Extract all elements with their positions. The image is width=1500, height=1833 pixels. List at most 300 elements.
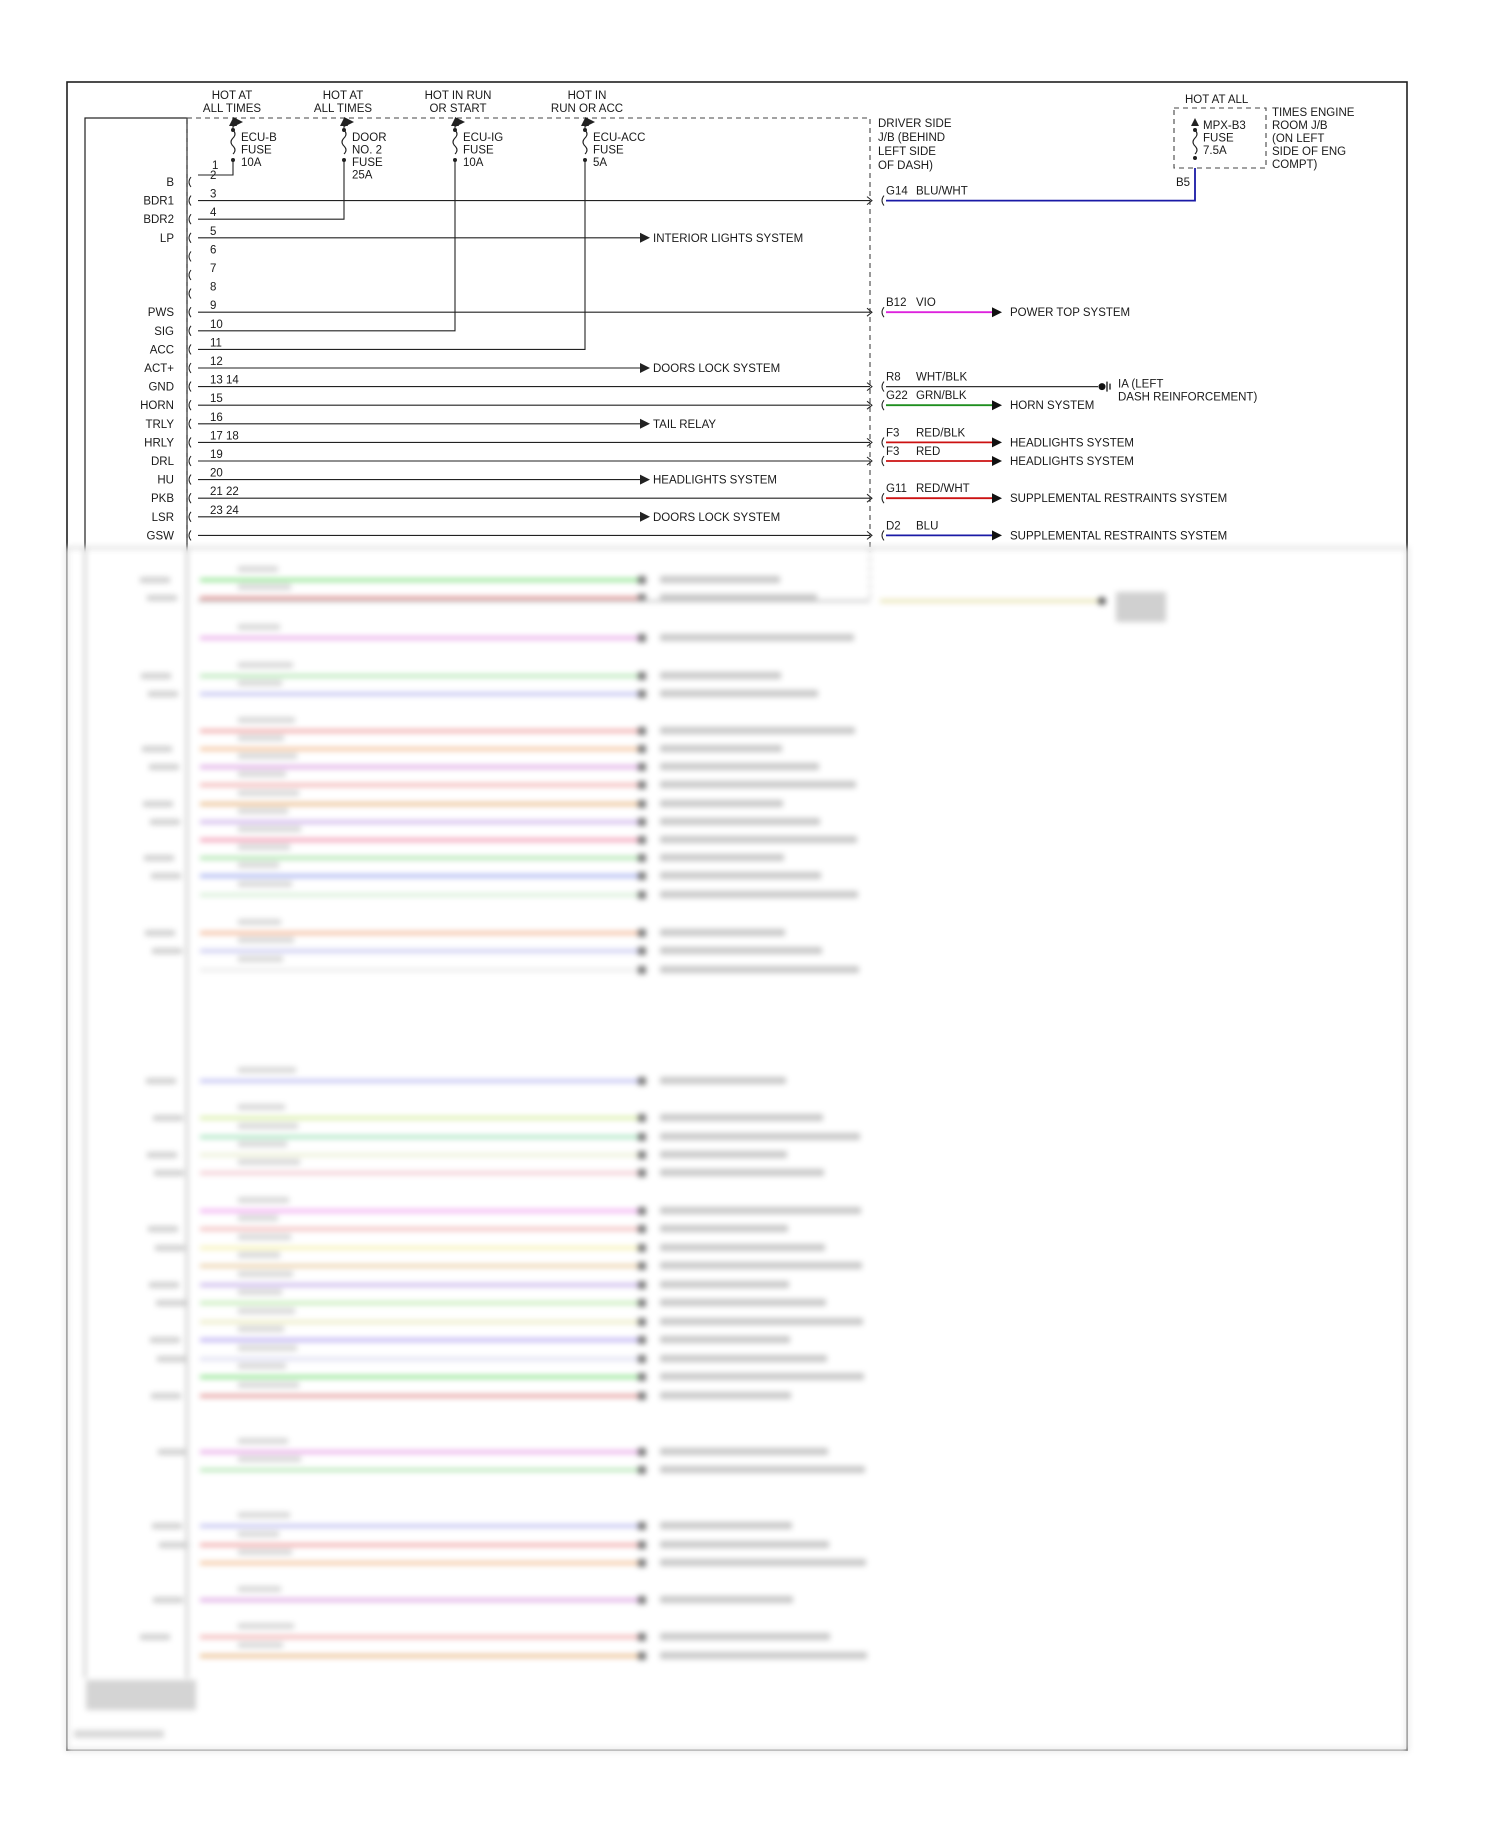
fuse-2-label-line-2: 10A xyxy=(463,157,484,169)
pin-connector-0 xyxy=(189,177,191,187)
fuse-3-dot-top xyxy=(583,128,587,132)
obscured-pin-bar-13 xyxy=(151,873,181,879)
pin-connector-15 xyxy=(189,456,191,466)
jb-output-code-1: B12 xyxy=(886,297,907,310)
obscured-text-bar-9 xyxy=(660,800,783,807)
pin-label-17: PKB xyxy=(150,493,174,506)
obscured-code-bar-11 xyxy=(238,826,301,832)
jb-output-code-3: G22 xyxy=(886,390,908,403)
obscured-wire-end-32 xyxy=(638,1373,646,1381)
obscured-code-bar-27 xyxy=(238,1271,293,1277)
jb-output-wire-color-6: RED/WHT xyxy=(916,483,970,496)
fuse-1-dot-top xyxy=(342,128,346,132)
obscured-pin-bar-16 xyxy=(152,948,182,954)
pin-label-2: BDR2 xyxy=(143,214,174,227)
obscured-code-bar-16 xyxy=(238,937,294,943)
obscured-pin-bar-19 xyxy=(153,1115,183,1121)
obscured-code-bar-40 xyxy=(238,1623,294,1629)
obscured-pin-bar-37 xyxy=(159,1542,189,1548)
pin-label-1: BDR1 xyxy=(143,195,174,208)
pin-connector-2 xyxy=(189,214,191,224)
obscured-text-bar-40 xyxy=(660,1633,830,1640)
pin-number-9: 11 xyxy=(210,337,222,350)
engine-jb-hot-label: HOT AT ALL xyxy=(1185,94,1249,106)
engine-jb-label-line-0: TIMES ENGINE xyxy=(1272,107,1355,119)
obscured-text-bar-10 xyxy=(660,818,820,825)
obscured-code-bar-20 xyxy=(238,1123,298,1129)
obscured-pin-bar-36 xyxy=(152,1523,182,1529)
pin-number-15: 19 xyxy=(210,449,223,461)
pin-connector-13 xyxy=(189,419,191,429)
obscured-wire-end-27 xyxy=(638,1281,646,1289)
jb-label-line-1: J/B (BEHIND xyxy=(878,132,946,144)
supply-label-0-line-0: HOT AT xyxy=(211,90,253,102)
fuse-2-label-line-0: ECU-IG xyxy=(463,132,504,144)
pin-number-3: 5 xyxy=(210,225,217,238)
obscured-pin-bar-6 xyxy=(142,746,172,752)
pin-number-8: 10 xyxy=(210,318,223,331)
obscured-text-bar-31 xyxy=(660,1355,827,1362)
pin-connector-14 xyxy=(189,437,191,447)
engine-jb-fuse-dot-bottom xyxy=(1193,156,1197,160)
obscured-code-bar-30 xyxy=(238,1326,284,1332)
obscured-code-bar-2 xyxy=(238,624,280,630)
jb-output-wire-color-1: VIO xyxy=(916,297,936,310)
obscured-code-bar-21 xyxy=(238,1141,287,1147)
obscured-text-bar-38 xyxy=(660,1559,866,1566)
engine-jb-fuse-symbol xyxy=(1193,130,1197,154)
obscured-text-bar-1 xyxy=(660,594,817,601)
obscured-code-bar-13 xyxy=(238,862,279,868)
jb-output-destination-3: HORN SYSTEM xyxy=(1010,400,1095,413)
obscured-text-bar-4 xyxy=(660,690,818,697)
engine-jb-supply-arrow xyxy=(1191,118,1199,126)
obscured-pin-bar-1 xyxy=(147,595,177,601)
obscured-wire-end-16 xyxy=(638,947,646,955)
pin-connector-8 xyxy=(189,326,191,336)
obscured-wire-end-6 xyxy=(638,745,646,753)
fuse-3-symbol xyxy=(583,130,587,154)
jb-output-wire-color-0: BLU/WHT xyxy=(916,185,968,198)
obscured-text-bar-22 xyxy=(660,1169,824,1176)
jb-output-code-5: F3 xyxy=(886,446,900,458)
obscured-text-bar-25 xyxy=(660,1244,825,1251)
obscured-text-bar-34 xyxy=(660,1448,828,1455)
fuse-0-label-line-2: 10A xyxy=(241,157,262,169)
pin-number-14: 17 18 xyxy=(210,430,239,443)
colored-wire-arrow-6 xyxy=(992,493,1002,503)
obscured-code-bar-17 xyxy=(238,956,283,962)
obscured-text-bar-28 xyxy=(660,1299,826,1306)
pin-label-16: HU xyxy=(157,474,174,487)
obscured-pin-bar-18 xyxy=(146,1078,176,1084)
engine-jb-label-line-4: COMPT) xyxy=(1272,159,1318,171)
pin-label-12: HORN xyxy=(140,400,174,413)
obscured-code-bar-38 xyxy=(238,1549,292,1555)
obscured-text-bar-6 xyxy=(660,745,782,752)
obscured-code-bar-3 xyxy=(238,662,293,668)
obscured-code-bar-31 xyxy=(238,1345,297,1351)
obscured-pin-bar-9 xyxy=(143,801,173,807)
obscured-code-bar-29 xyxy=(238,1308,295,1314)
jb-output-destination-7: SUPPLEMENTAL RESTRAINTS SYSTEM xyxy=(1010,530,1228,543)
jb-label-line-3: OF DASH) xyxy=(878,160,933,172)
fuse-0-label-line-1: FUSE xyxy=(241,144,272,157)
colored-wire-arrow-7 xyxy=(992,530,1002,540)
jb-exit-connector-2 xyxy=(882,382,884,392)
ground-label-line-1: DASH REINFORCEMENT) xyxy=(1118,391,1258,404)
obscured-text-bar-21 xyxy=(660,1151,787,1158)
obscured-wire-end-17 xyxy=(638,966,646,974)
obscured-text-bar-32 xyxy=(660,1373,864,1380)
obscured-code-bar-39 xyxy=(238,1586,281,1592)
wire-door-fuse-to-bdr2 xyxy=(198,160,344,219)
obscured-pin-bar-34 xyxy=(158,1449,188,1455)
jb-output-destination-1: POWER TOP SYSTEM xyxy=(1010,307,1131,320)
obscured-wire-end-28 xyxy=(638,1299,646,1307)
obscured-pin-bar-39 xyxy=(153,1597,183,1603)
jb-label-line-0: DRIVER SIDE xyxy=(878,118,952,130)
obscured-text-bar-14 xyxy=(660,891,858,898)
pin-label-9: ACC xyxy=(149,344,174,357)
obscured-text-bar-13 xyxy=(660,872,821,879)
pin-number-17: 21 22 xyxy=(210,486,239,499)
obscured-wire-end-38 xyxy=(638,1559,646,1567)
obscured-code-bar-7 xyxy=(238,753,297,759)
obscured-code-bar-35 xyxy=(238,1456,301,1462)
obscured-pin-bar-22 xyxy=(154,1170,184,1176)
fuse-3-label-line-1: FUSE xyxy=(593,144,624,157)
pin-connector-19 xyxy=(189,530,191,540)
jb-exit-connector-4 xyxy=(882,437,884,447)
obscured-text-bar-17 xyxy=(660,966,859,973)
jb-output-destination-6: SUPPLEMENTAL RESTRAINTS SYSTEM xyxy=(1010,493,1228,506)
obscured-text-bar-18 xyxy=(660,1077,786,1084)
jb-output-wire-color-3: GRN/BLK xyxy=(916,390,967,403)
obscured-text-bar-3 xyxy=(660,672,781,679)
obscured-wire-end-18 xyxy=(638,1077,646,1085)
pin-connector-9 xyxy=(189,344,191,354)
engine-jb-label-line-2: (ON LEFT xyxy=(1272,133,1325,145)
obscured-text-bar-27 xyxy=(660,1281,789,1288)
pin-number-5: 7 xyxy=(210,263,217,275)
obscured-wire-end-24 xyxy=(638,1225,646,1233)
jb-output-wire-color-2: WHT/BLK xyxy=(916,371,968,384)
pin-connector-5 xyxy=(189,270,191,280)
obscured-text-bar-5 xyxy=(660,727,855,734)
obscured-wire-end-33 xyxy=(638,1392,646,1400)
engine-jb-label-line-3: SIDE OF ENG xyxy=(1272,146,1347,158)
obscured-wire-end-3 xyxy=(638,672,646,680)
jb-output-code-0: G14 xyxy=(886,185,908,198)
obscured-text-bar-11 xyxy=(660,836,857,843)
obscured-pin-bar-31 xyxy=(157,1356,187,1362)
obscured-pin-bar-3 xyxy=(141,673,171,679)
obscured-wire-end-23 xyxy=(638,1207,646,1215)
pin-number-18: 23 24 xyxy=(210,504,239,517)
jb-output-destination-4: HEADLIGHTS SYSTEM xyxy=(1010,437,1134,450)
obscured-text-bar-12 xyxy=(660,854,784,861)
obscured-text-bar-15 xyxy=(660,929,785,936)
obscured-lower-section xyxy=(66,548,1408,1752)
obscured-code-bar-9 xyxy=(238,790,299,796)
obscured-pin-bar-25 xyxy=(155,1245,185,1251)
obscured-text-bar-26 xyxy=(660,1262,862,1269)
ground-point xyxy=(1099,383,1106,390)
supply-label-3-line-0: HOT IN xyxy=(567,90,607,102)
pin-connector-11 xyxy=(189,382,191,392)
jb-output-wire-color-5: RED xyxy=(916,446,941,458)
obscured-wire-end-29 xyxy=(638,1318,646,1326)
obscured-wire-end-15 xyxy=(638,929,646,937)
jb-output-code-2: R8 xyxy=(886,371,901,384)
wire-ecu-acc-to-acc xyxy=(198,160,585,349)
obscured-text-bar-19 xyxy=(660,1114,823,1121)
internal-destination-0: INTERIOR LIGHTS SYSTEM xyxy=(653,232,804,245)
obscured-wire-end-26 xyxy=(638,1262,646,1270)
obscured-wire-end-5 xyxy=(638,727,646,735)
obscured-pin-bar-28 xyxy=(156,1300,186,1306)
obscured-pin-bar-15 xyxy=(145,930,175,936)
supply-label-2-line-0: HOT IN RUN xyxy=(424,90,492,102)
pin-number-2: 4 xyxy=(210,207,217,220)
pin-label-8: SIG xyxy=(154,325,174,338)
obscured-pin-bar-12 xyxy=(144,855,174,861)
obscured-code-bar-36 xyxy=(238,1512,290,1518)
arrow-internal-4 xyxy=(640,512,650,522)
obscured-code-bar-14 xyxy=(238,881,292,887)
jb-output-wire-color-4: RED/BLK xyxy=(916,427,966,440)
obscured-wire-end-30 xyxy=(638,1336,646,1344)
obscured-wire-end-37 xyxy=(638,1541,646,1549)
wire-ecu-ig-to-sig xyxy=(198,160,455,331)
obscured-wire-end-39 xyxy=(638,1596,646,1604)
fuse-0-label-line-0: ECU-B xyxy=(241,132,277,144)
obscured-text-bar-24 xyxy=(660,1225,788,1232)
pin-label-15: DRL xyxy=(150,456,174,468)
obscured-wire-end-9 xyxy=(638,800,646,808)
fuse-1-label-line-2: FUSE xyxy=(352,157,383,169)
obscured-code-bar-37 xyxy=(238,1531,279,1537)
obscured-wire-end-40 xyxy=(638,1633,646,1641)
obscured-code-bar-0 xyxy=(238,566,278,572)
pin-number-6: 8 xyxy=(210,281,217,294)
internal-destination-1: DOORS LOCK SYSTEM xyxy=(653,363,781,375)
obscured-code-bar-1 xyxy=(238,584,291,590)
internal-destination-3: HEADLIGHTS SYSTEM xyxy=(653,474,777,487)
obscured-text-bar-30 xyxy=(660,1336,790,1343)
ground-label-line-0: IA (LEFT xyxy=(1118,378,1164,391)
engine-jb-fuse-label-line-1: FUSE xyxy=(1203,132,1234,145)
obscured-wire-end-31 xyxy=(638,1355,646,1363)
pin-label-7: PWS xyxy=(147,307,174,320)
arrow-internal-0 xyxy=(640,233,650,243)
obscured-text-bar-35 xyxy=(660,1466,865,1473)
jb-label-line-2: LEFT SIDE xyxy=(878,146,936,158)
fuse-1-label-line-3: 25A xyxy=(352,169,373,182)
obscured-pin-bar-10 xyxy=(150,819,180,825)
obscured-text-bar-20 xyxy=(660,1133,860,1140)
fuse-3-label-line-0: ECU-ACC xyxy=(593,132,646,144)
obscured-code-bar-6 xyxy=(238,735,284,741)
engine-jb-fuse-label-line-0: MPX-B3 xyxy=(1203,120,1246,132)
pin-number-13: 16 xyxy=(210,411,223,424)
pin-label-3: LP xyxy=(159,232,174,245)
obscured-wire-end-2 xyxy=(638,634,646,642)
obscured-code-bar-19 xyxy=(238,1104,285,1110)
arrow-internal-3 xyxy=(640,475,650,485)
obscured-code-bar-8 xyxy=(238,771,286,777)
obscured-text-bar-36 xyxy=(660,1522,792,1529)
fuse-1-label-line-1: NO. 2 xyxy=(352,144,383,157)
obscured-code-bar-34 xyxy=(238,1438,288,1444)
pin-number-4: 6 xyxy=(210,244,217,257)
obscured-credit xyxy=(74,1730,164,1738)
supply-label-2-line-1: OR START xyxy=(429,103,487,115)
fuse-0-dot-top xyxy=(231,128,235,132)
pin-connector-18 xyxy=(189,512,191,522)
supply-label-3-line-1: RUN OR ACC xyxy=(550,103,624,115)
jb-exit-connector-0 xyxy=(882,196,884,206)
pin-connector-10 xyxy=(189,363,191,373)
pin-connector-17 xyxy=(189,493,191,503)
obscured-code-bar-25 xyxy=(238,1234,291,1240)
obscured-code-bar-22 xyxy=(238,1159,300,1165)
pin-label-13: TRLY xyxy=(145,418,174,431)
obscured-wire-end-20 xyxy=(638,1133,646,1141)
colored-wire-arrow-3 xyxy=(992,400,1002,410)
supply-label-1-line-1: ALL TIMES xyxy=(313,103,373,115)
fuse-3-label-line-2: 5A xyxy=(593,157,608,169)
obscured-wire-end-34 xyxy=(638,1448,646,1456)
pin-number-7: 9 xyxy=(210,300,217,313)
obscured-text-bar-16 xyxy=(660,947,822,954)
obscured-wire-end-7 xyxy=(638,763,646,771)
colored-wire-arrow-5 xyxy=(992,456,1002,466)
obscured-text-bar-23 xyxy=(660,1207,861,1214)
obscured-text-bar-33 xyxy=(660,1392,791,1399)
pin-label-18: LSR xyxy=(151,511,174,524)
jb-output-code-7: D2 xyxy=(886,520,901,533)
jb-exit-connector-5 xyxy=(882,456,884,466)
fuse-1-symbol xyxy=(342,130,346,154)
pin-number-11: 13 14 xyxy=(210,374,239,387)
jb-exit-connector-3 xyxy=(882,400,884,410)
obscured-pin-bar-30 xyxy=(150,1337,180,1343)
arrow-internal-2 xyxy=(640,419,650,429)
obscured-wire-end-11 xyxy=(638,836,646,844)
supply-label-0-line-1: ALL TIMES xyxy=(202,103,262,115)
obscured-code-bar-15 xyxy=(238,919,281,925)
jb-output-wire-color-7: BLU xyxy=(916,520,939,533)
pin-connector-12 xyxy=(189,400,191,410)
fuse-2-dot-top xyxy=(453,128,457,132)
pin-label-0: B xyxy=(166,177,174,189)
fuse-0-symbol xyxy=(231,130,235,154)
obscured-pin-bar-0 xyxy=(140,577,170,583)
obscured-wire-end-35 xyxy=(638,1466,646,1474)
pin-number-12: 15 xyxy=(210,393,223,406)
jb-output-code-4: F3 xyxy=(886,427,900,440)
obscured-text-bar-37 xyxy=(660,1541,829,1548)
obscured-text-bar-8 xyxy=(660,781,856,788)
obscured-code-bar-24 xyxy=(238,1215,278,1221)
pin-connector-1 xyxy=(189,196,191,206)
obscured-wire-end-8 xyxy=(638,781,646,789)
pin-number-1: 3 xyxy=(210,188,217,201)
fuse-2-symbol xyxy=(453,130,457,154)
engine-jb-label-line-1: ROOM J/B xyxy=(1272,120,1328,132)
pin-connector-6 xyxy=(189,289,191,299)
obscured-code-bar-10 xyxy=(238,808,288,814)
pin-connector-7 xyxy=(189,307,191,317)
obscured-ground-label xyxy=(1116,592,1166,622)
internal-destination-2: TAIL RELAY xyxy=(653,418,717,431)
obscured-code-bar-32 xyxy=(238,1363,286,1369)
pin-number-16: 20 xyxy=(210,467,223,480)
obscured-wire-end-14 xyxy=(638,891,646,899)
fuse-1-label-line-0: DOOR xyxy=(352,132,387,144)
obscured-wire-end-10 xyxy=(638,818,646,826)
obscured-code-bar-23 xyxy=(238,1197,289,1203)
obscured-wire-end-25 xyxy=(638,1244,646,1252)
obscured-pin-bar-7 xyxy=(149,764,179,770)
obscured-wire-end-4 xyxy=(638,690,646,698)
pin-label-11: GND xyxy=(148,381,174,394)
obscured-text-bar-41 xyxy=(660,1652,867,1659)
jb-output-destination-5: HEADLIGHTS SYSTEM xyxy=(1010,456,1134,468)
obscured-text-bar-2 xyxy=(660,634,854,641)
obscured-code-bar-18 xyxy=(238,1067,296,1073)
colored-wire-arrow-4 xyxy=(992,437,1002,447)
fuse-2-label-line-1: FUSE xyxy=(463,144,494,157)
internal-destination-4: DOORS LOCK SYSTEM xyxy=(653,511,781,524)
jb-exit-connector-1 xyxy=(882,307,884,317)
pin-connector-4 xyxy=(189,251,191,261)
engine-jb-pin: B5 xyxy=(1176,177,1191,189)
obscured-pin-bar-4 xyxy=(148,691,178,697)
pin-label-19: GSW xyxy=(146,530,174,543)
pin-label-10: ACT+ xyxy=(144,363,174,375)
obscured-pin-bar-27 xyxy=(149,1282,179,1288)
obscured-pin-bar-40 xyxy=(140,1634,170,1640)
obscured-wire-end-12 xyxy=(638,854,646,862)
pin-connector-3 xyxy=(189,233,191,243)
obscured-pin-bar-24 xyxy=(148,1226,178,1232)
jb-exit-connector-6 xyxy=(882,493,884,503)
obscured-ground-point xyxy=(1098,597,1106,605)
arrow-internal-1 xyxy=(640,363,650,373)
engine-jb-fuse-label-line-2: 7.5A xyxy=(1203,145,1227,157)
jb-exit-connector-7 xyxy=(882,530,884,540)
obscured-footer-text xyxy=(86,1680,196,1710)
obscured-text-bar-29 xyxy=(660,1318,863,1325)
pin-number-0: 2 xyxy=(210,170,217,182)
pin-number-1: 1 xyxy=(212,160,219,172)
obscured-wire-end-21 xyxy=(638,1151,646,1159)
obscured-wire-end-41 xyxy=(638,1652,646,1660)
obscured-code-bar-5 xyxy=(238,717,295,723)
obscured-code-bar-26 xyxy=(238,1252,280,1258)
jb-output-code-6: G11 xyxy=(886,483,907,496)
obscured-wire-end-22 xyxy=(638,1169,646,1177)
colored-wire-arrow-1 xyxy=(992,307,1002,317)
obscured-code-bar-33 xyxy=(238,1382,299,1388)
obscured-pin-bar-33 xyxy=(151,1393,181,1399)
obscured-code-bar-41 xyxy=(238,1642,283,1648)
obscured-text-bar-7 xyxy=(660,763,819,770)
obscured-text-bar-0 xyxy=(660,576,780,583)
